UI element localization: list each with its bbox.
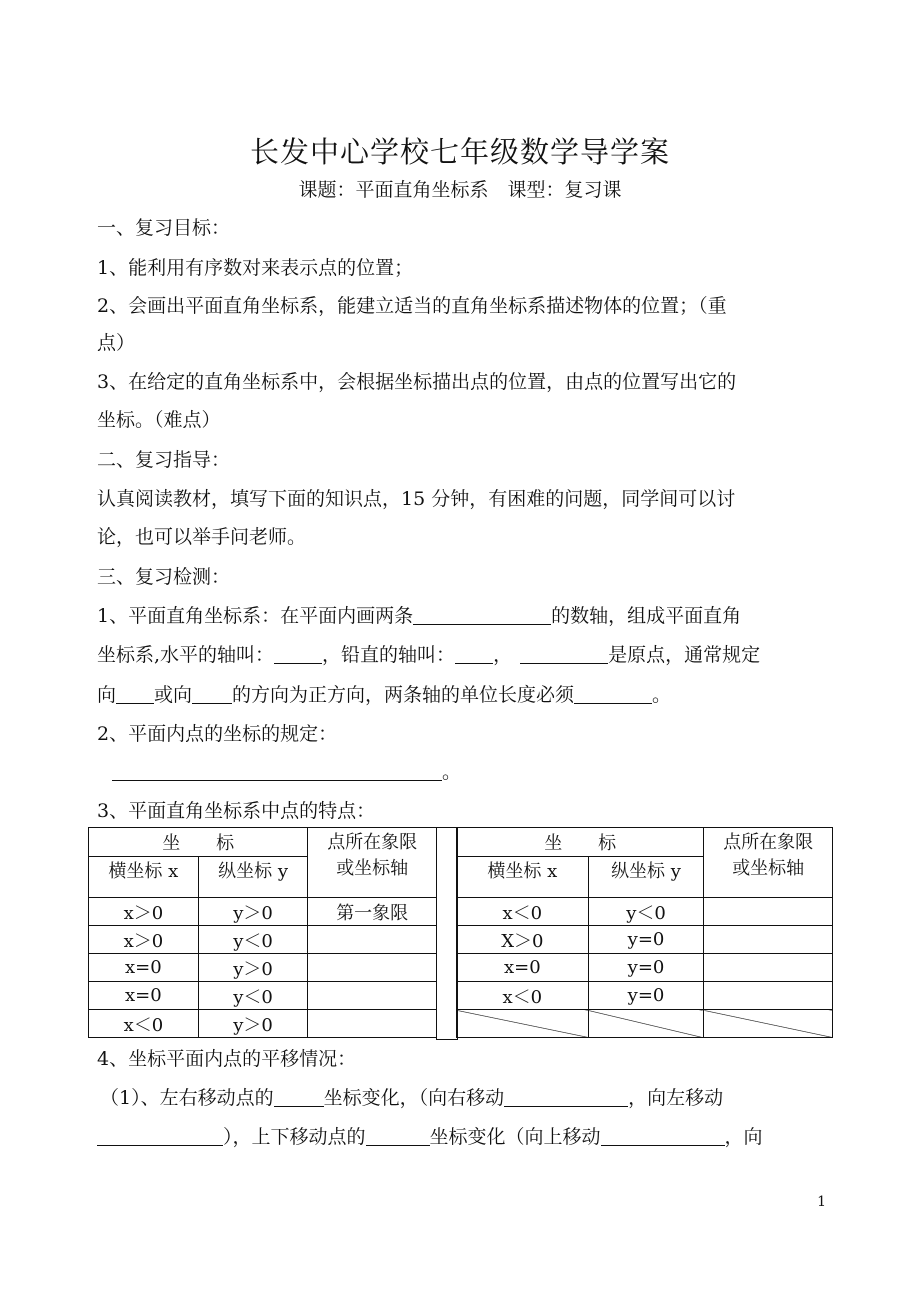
fill-blank[interactable] <box>112 760 442 781</box>
fill-blank[interactable] <box>274 1086 324 1107</box>
question-2: 2、平面内点的坐标的规定： <box>97 723 338 745</box>
fill-blank[interactable] <box>274 643 322 664</box>
table-row: x＜0 y=0 <box>457 982 833 1010</box>
crossed-cell <box>704 1010 833 1038</box>
table-divider <box>436 827 458 1040</box>
question-1-line-3: 向 或向 的方向为正方向，两条轴的单位长度必须 。 <box>97 684 672 706</box>
header-coordinate: 坐 标 <box>457 828 704 857</box>
fill-blank[interactable] <box>520 643 608 664</box>
goal-item-2: 2、会画出平面直角坐标系，能建立适当的直角坐标系描述物体的位置；（重 <box>97 295 727 317</box>
question-4: 4、坐标平面内点的平移情况： <box>97 1048 357 1070</box>
table-row: x＜0 y＜0 <box>457 898 833 926</box>
question-1-line-2: 坐标系,水平的轴叫： ，铅直的轴叫： ， 是原点，通常规定 <box>97 644 761 666</box>
crossed-cell <box>588 1010 704 1038</box>
page-title: 长发中心学校七年级数学导学案 <box>249 135 670 169</box>
header-x: 横坐标 x <box>89 857 199 898</box>
goal-item-1: 1、能利用有序数对来表示点的位置； <box>97 257 414 279</box>
fill-blank[interactable] <box>366 1125 430 1146</box>
header-y: 纵坐标 y <box>198 857 308 898</box>
fill-blank[interactable] <box>97 1125 223 1146</box>
question-3: 3、平面直角坐标系中点的特点： <box>97 800 376 822</box>
goal-item-2-cont: 点） <box>97 332 136 354</box>
coordinate-table-right <box>456 827 833 1038</box>
guide-text-cont: 论，也可以举手问老师。 <box>97 526 307 548</box>
table-row: x=0 y＞0 <box>89 954 437 982</box>
section-heading-test: 三、复习检测： <box>97 566 231 588</box>
header-quadrant: 点所在象限 或坐标轴 <box>704 828 833 898</box>
fill-blank[interactable] <box>504 1086 628 1107</box>
fill-blank[interactable] <box>455 643 493 664</box>
header-coordinate: 坐 标 <box>89 828 308 857</box>
fill-blank[interactable] <box>601 1125 725 1146</box>
fill-blank[interactable] <box>413 604 551 625</box>
crossed-cell <box>457 1010 589 1038</box>
table-row: x=0 y＜0 <box>89 982 437 1010</box>
section-heading-guide: 二、复习指导： <box>97 449 231 471</box>
table-row: X＞0 y=0 <box>457 926 833 954</box>
question-2-answer-line: 。 <box>112 760 461 784</box>
table-row: x＞0 y＜0 <box>89 926 437 954</box>
page-number: 1 <box>817 1194 826 1210</box>
fill-blank[interactable] <box>116 683 154 704</box>
header-quadrant: 点所在象限 或坐标轴 <box>308 828 437 898</box>
header-y: 纵坐标 y <box>588 857 704 898</box>
goal-item-3-cont: 坐标。（难点） <box>97 409 221 431</box>
fill-blank[interactable] <box>574 683 652 704</box>
table-row: x＜0 y＞0 <box>89 1010 437 1038</box>
header-x: 横坐标 x <box>457 857 589 898</box>
question-4-line-2: ），上下移动点的 坐标变化（向上移动 ，向 <box>97 1125 763 1149</box>
guide-text: 认真阅读教材，填写下面的知识点，15 分钟，有困难的问题，同学间可以讨 <box>97 488 736 510</box>
coordinate-table-left <box>88 827 437 1038</box>
table-row: x＞0 y＞0 第一象限 <box>89 898 437 926</box>
page-subtitle: 课题：平面直角坐标系 课型：复习课 <box>298 179 622 201</box>
table-row-crossed <box>457 1010 833 1038</box>
fill-blank[interactable] <box>192 683 232 704</box>
question-1-line-1: 1、平面直角坐标系：在平面内画两条 的数轴，组成平面直角 <box>97 605 742 627</box>
table-row: x=0 y=0 <box>457 954 833 982</box>
section-heading-goals: 一、复习目标： <box>97 217 231 239</box>
goal-item-3: 3、在给定的直角坐标系中，会根据坐标描出点的位置，由点的位置写出它的 <box>97 371 737 393</box>
question-4-line-1: （1）、左右移动点的 坐标变化，（向右移动 ，向左移动 <box>100 1087 724 1109</box>
